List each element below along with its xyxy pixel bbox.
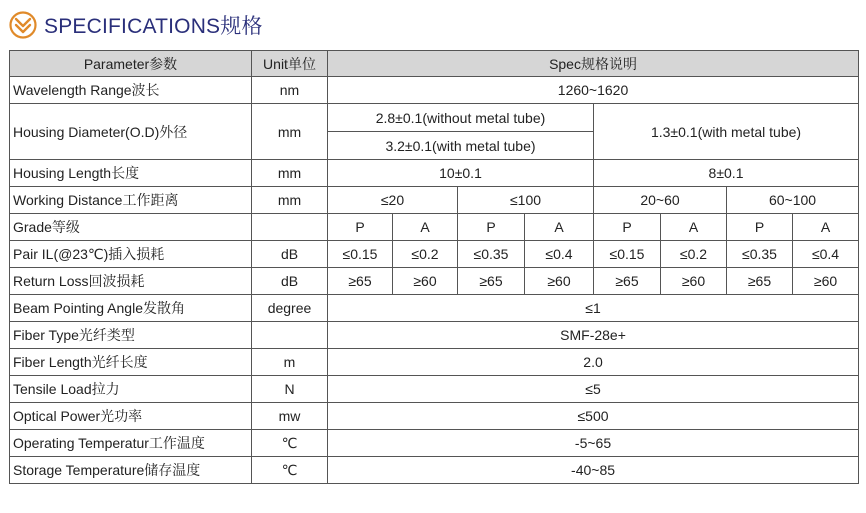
row-label: Storage Temperature储存温度 bbox=[10, 457, 252, 484]
row-value: ≤0.35 bbox=[458, 241, 525, 268]
row-label: Tensile Load拉力 bbox=[10, 376, 252, 403]
row-value: 8±0.1 bbox=[594, 160, 859, 187]
row-unit: dB bbox=[252, 268, 328, 295]
row-value: ≤0.2 bbox=[661, 241, 727, 268]
row-label: Housing Length长度 bbox=[10, 160, 252, 187]
row-value: ≤0.2 bbox=[393, 241, 458, 268]
specifications-table bbox=[9, 50, 859, 484]
row-value: A bbox=[661, 214, 727, 241]
table-row bbox=[10, 403, 859, 430]
row-value: ≤1 bbox=[328, 295, 859, 322]
row-label: Optical Power光功率 bbox=[10, 403, 252, 430]
row-value: 2.8±0.1(without metal tube) bbox=[328, 104, 594, 132]
row-unit: mm bbox=[252, 187, 328, 214]
row-value: ≤0.15 bbox=[328, 241, 393, 268]
row-label: Beam Pointing Angle发散角 bbox=[10, 295, 252, 322]
row-value: SMF-28e+ bbox=[328, 322, 859, 349]
row-label: Fiber Length光纤长度 bbox=[10, 349, 252, 376]
table-row bbox=[10, 322, 859, 349]
row-value: ≥60 bbox=[793, 268, 859, 295]
row-value: ≥65 bbox=[594, 268, 661, 295]
row-value: ≤5 bbox=[328, 376, 859, 403]
row-value: A bbox=[393, 214, 458, 241]
row-unit: mm bbox=[252, 160, 328, 187]
table-row bbox=[10, 77, 859, 104]
row-value: -40~85 bbox=[328, 457, 859, 484]
row-value: A bbox=[525, 214, 594, 241]
row-label: Return Loss回波损耗 bbox=[10, 268, 252, 295]
row-value: 20~60 bbox=[594, 187, 727, 214]
row-value: ≤0.15 bbox=[594, 241, 661, 268]
row-label: Fiber Type光纤类型 bbox=[10, 322, 252, 349]
row-value: A bbox=[793, 214, 859, 241]
row-value: 3.2±0.1(with metal tube) bbox=[328, 132, 594, 160]
column-header-spec: Spec规格说明 bbox=[328, 51, 859, 77]
row-value: ≤0.4 bbox=[793, 241, 859, 268]
row-label: Housing Diameter(O.D)外径 bbox=[10, 104, 252, 160]
table-row bbox=[10, 187, 859, 214]
row-unit: mm bbox=[252, 104, 328, 160]
row-value: P bbox=[594, 214, 661, 241]
table-row bbox=[10, 295, 859, 322]
row-value: 2.0 bbox=[328, 349, 859, 376]
row-value: 1260~1620 bbox=[328, 77, 859, 104]
row-value: ≤0.35 bbox=[727, 241, 793, 268]
row-value: ≥60 bbox=[393, 268, 458, 295]
row-unit: ℃ bbox=[252, 457, 328, 484]
row-value: 10±0.1 bbox=[328, 160, 594, 187]
row-value: ≥65 bbox=[458, 268, 525, 295]
row-unit: m bbox=[252, 349, 328, 376]
table-row bbox=[10, 214, 859, 241]
column-header-unit: Unit单位 bbox=[252, 51, 328, 77]
row-label: Wavelength Range波长 bbox=[10, 77, 252, 104]
table-row bbox=[10, 160, 859, 187]
table-row bbox=[10, 376, 859, 403]
row-value: ≥60 bbox=[661, 268, 727, 295]
table-row bbox=[10, 457, 859, 484]
row-value: -5~65 bbox=[328, 430, 859, 457]
row-unit: N bbox=[252, 376, 328, 403]
row-unit: mw bbox=[252, 403, 328, 430]
row-value: ≤0.4 bbox=[525, 241, 594, 268]
table-row bbox=[10, 430, 859, 457]
row-value: P bbox=[458, 214, 525, 241]
column-header-parameter: Parameter参数 bbox=[10, 51, 252, 77]
table-header-row bbox=[10, 51, 859, 77]
row-label: Pair IL(@23℃)插入损耗 bbox=[10, 241, 252, 268]
row-value: ≤500 bbox=[328, 403, 859, 430]
row-value: P bbox=[328, 214, 393, 241]
row-value: 60~100 bbox=[727, 187, 859, 214]
row-value: ≤100 bbox=[458, 187, 594, 214]
section-header bbox=[8, 6, 263, 44]
table-row bbox=[10, 268, 859, 295]
section-title: SPECIFICATIONS规格 bbox=[44, 15, 263, 38]
row-value: ≥60 bbox=[525, 268, 594, 295]
row-unit: dB bbox=[252, 241, 328, 268]
section-logo-icon bbox=[8, 10, 38, 40]
row-value: 1.3±0.1(with metal tube) bbox=[594, 104, 859, 160]
table-row bbox=[10, 104, 859, 132]
row-label: Grade等级 bbox=[10, 214, 252, 241]
row-unit: ℃ bbox=[252, 430, 328, 457]
row-label: Working Distance工作距离 bbox=[10, 187, 252, 214]
table-row bbox=[10, 349, 859, 376]
row-value: ≥65 bbox=[328, 268, 393, 295]
row-unit bbox=[252, 214, 328, 241]
row-value: ≤20 bbox=[328, 187, 458, 214]
row-unit: degree bbox=[252, 295, 328, 322]
row-value: P bbox=[727, 214, 793, 241]
row-unit bbox=[252, 322, 328, 349]
row-label: Operating Temperatur工作温度 bbox=[10, 430, 252, 457]
row-unit: nm bbox=[252, 77, 328, 104]
row-value: ≥65 bbox=[727, 268, 793, 295]
table-row bbox=[10, 241, 859, 268]
